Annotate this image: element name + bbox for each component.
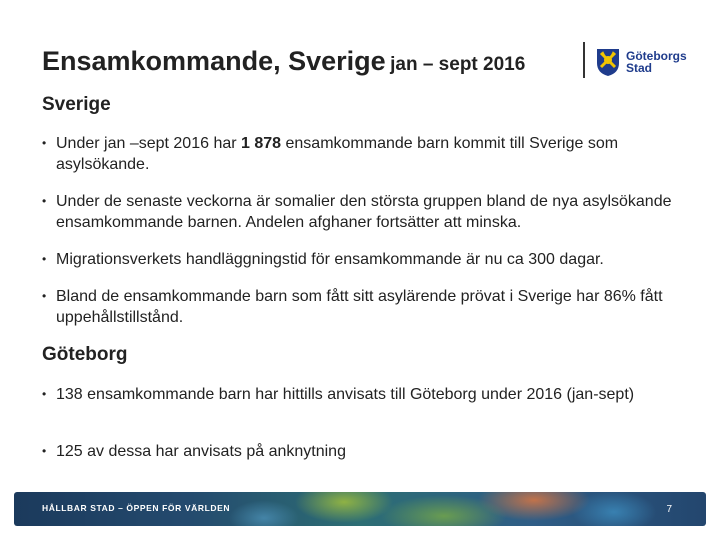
bullet-item	[42, 133, 702, 175]
bullet-item	[42, 249, 702, 270]
goteborg-crest-icon	[595, 47, 621, 77]
logo-line-2: Stad	[626, 61, 653, 75]
bullet-item	[42, 191, 702, 233]
bullet-dot: •	[42, 289, 47, 303]
bullet-dot: •	[42, 252, 47, 266]
section-heading-sverige: Sverige	[42, 94, 111, 115]
bullet-dot: •	[42, 136, 47, 150]
bullet-text: Bland de ensamkommande barn som fått sitt asylärende prövat i Sverige har 86% fått uppehållstillstånd.	[56, 288, 663, 326]
footer-slogan: HÅLLBAR STAD – ÖPPEN FÖR VÄRLDEN	[42, 503, 231, 513]
footer-banner	[14, 492, 706, 526]
bullet-text-start: Under jan –sept 2016 har	[56, 135, 242, 152]
bullet-item	[42, 441, 702, 462]
bullet-text: Migrationsverkets handläggningstid för ensamkommande är nu ca 300 dagar.	[56, 251, 604, 268]
bullet-text: 125 av dessa har anvisats på anknytning	[56, 443, 346, 460]
bullet-text-bold: 1 878	[241, 135, 282, 152]
bullet-text: 138 ensamkommande barn har hittills anvisats till Göteborg under 2016 (jan-sept)	[56, 386, 635, 403]
bullet-text-end: ensamkommande barn kommit till Sverige som asylsökande.	[56, 135, 619, 173]
title-main: Ensamkommande, Sverige	[42, 46, 386, 76]
title-subtitle: jan – sept 2016	[390, 54, 526, 75]
logo-wordmark	[626, 50, 687, 74]
page-number: 7	[666, 504, 672, 515]
bullet-dot: •	[42, 194, 47, 208]
bullet-text: Under de senaste veckorna är somalier den största gruppen bland de nya asylsökande ensamkommande barnen. Andelen afghaner fortsätter att minska.	[56, 193, 672, 231]
bullet-item	[42, 286, 702, 328]
header-divider	[583, 42, 585, 78]
goteborg-logo	[595, 46, 687, 78]
slide-title	[42, 46, 525, 77]
bullet-dot: •	[42, 387, 47, 401]
bullet-dot: •	[42, 444, 47, 458]
logo-line-1: Göteborgs	[626, 49, 687, 63]
section-heading-goteborg: Göteborg	[42, 344, 128, 365]
bullet-item	[42, 384, 686, 405]
